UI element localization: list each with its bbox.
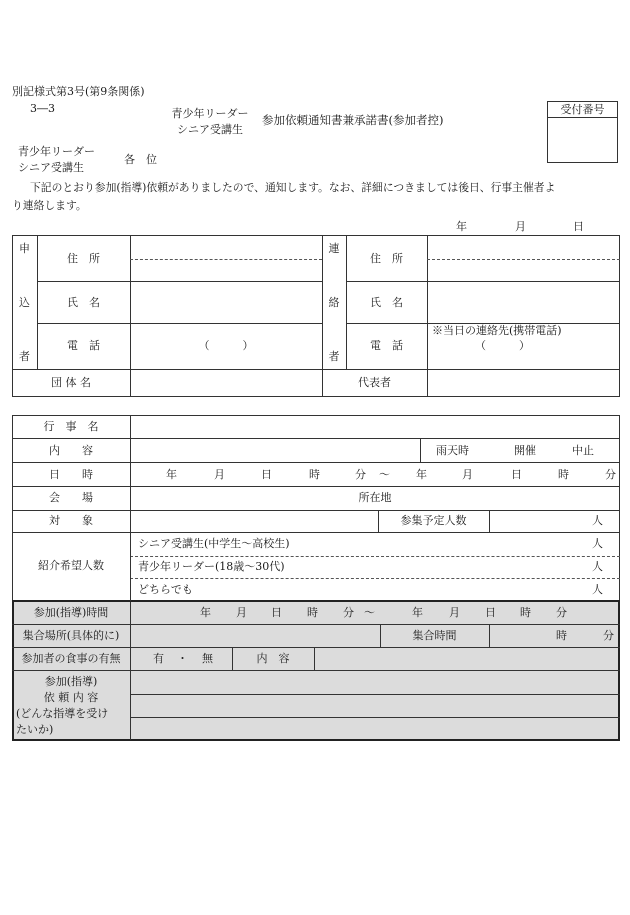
detail-label-4: たいか)	[16, 723, 54, 736]
applicant-side-2: 込	[19, 296, 30, 309]
meal-label: 参加者の食事の有無	[21, 652, 121, 665]
applicant-side-1: 申	[19, 242, 30, 255]
org-name-field[interactable]	[131, 370, 321, 396]
pt-day-2: 日	[485, 606, 496, 619]
rain-go-option[interactable]: 開催	[514, 444, 536, 457]
event-content-field[interactable]	[131, 439, 419, 462]
venue-field[interactable]	[131, 487, 619, 510]
meeting-time-min: 分	[603, 629, 614, 642]
dt-month-2: 月	[462, 468, 473, 481]
contact-phone-paren: （ ）	[475, 339, 530, 352]
target-label: 対 象	[49, 514, 93, 527]
option-youth: 青少年リーダー(18歳～30代)	[138, 560, 285, 573]
contact-side-2: 絡	[328, 296, 340, 309]
meeting-place-label: 集合場所(具体的に)	[22, 629, 120, 642]
meeting-time-label: 集合時間	[412, 629, 457, 642]
pt-hour-1: 時	[307, 606, 318, 619]
meal-no-option[interactable]: 無	[202, 652, 213, 665]
event-name-label: 行 事 名	[43, 420, 99, 433]
dt-year-1: 年	[166, 468, 177, 481]
rain-cancel-option[interactable]: 中止	[572, 444, 594, 457]
dt-hour-2: 時	[558, 468, 569, 481]
contact-address-field[interactable]	[428, 236, 619, 281]
org-name-label: 団 体 名	[51, 376, 91, 389]
pt-tilde: ～	[364, 606, 375, 619]
meal-separator: ・	[177, 652, 188, 665]
dt-tilde: ～	[379, 468, 390, 481]
pt-hour-2: 時	[520, 606, 531, 619]
target-field[interactable]	[131, 511, 377, 532]
pt-month-1: 月	[236, 606, 247, 619]
pt-min-2: 分	[556, 606, 567, 619]
detail-label-1: 参加(指導)	[44, 675, 98, 688]
pt-min-1: 分	[343, 606, 354, 619]
intro-line2: り連絡します。	[12, 199, 87, 212]
dt-year-2: 年	[416, 468, 427, 481]
venue-address-label: 所在地	[358, 491, 392, 504]
contact-side-3: 者	[328, 350, 340, 363]
pt-year-2: 年	[412, 606, 423, 619]
representative-field[interactable]	[428, 370, 619, 396]
applicant-name-field[interactable]	[131, 282, 321, 323]
option-either-unit: 人	[592, 583, 603, 596]
addressee-line2: シニア受講生	[177, 123, 243, 136]
form-sub: 3―3	[30, 102, 55, 115]
contact-name-label: 氏 名	[370, 296, 403, 309]
salutation-line2: シニア受講生	[18, 161, 84, 174]
pt-year-1: 年	[200, 606, 211, 619]
applicant-address-field[interactable]	[131, 236, 321, 281]
meal-content-label: 内 容	[256, 652, 290, 665]
addressee-line1: 青少年リーダー	[171, 107, 249, 120]
dt-day-2: 日	[511, 468, 522, 481]
meal-content-field[interactable]	[315, 648, 619, 670]
representative-label: 代表者	[358, 376, 391, 389]
pt-month-2: 月	[449, 606, 460, 619]
salutation-honorific: 各 位	[124, 153, 157, 166]
receipt-divider	[547, 117, 618, 118]
event-name-field[interactable]	[131, 416, 619, 438]
dt-month-1: 月	[214, 468, 225, 481]
contact-phone-field[interactable]	[428, 354, 619, 369]
receipt-number-label: 受付番号	[560, 103, 605, 116]
detail-label-2: 依 頼 内 容	[43, 691, 99, 704]
meal-yes-option[interactable]: 有	[153, 652, 164, 665]
contact-name-field[interactable]	[428, 282, 619, 323]
event-datetime-label: 日 時	[49, 468, 93, 481]
detail-label-3: (どんな指導を受け	[16, 707, 109, 720]
meeting-place-field[interactable]	[131, 625, 379, 647]
option-senior: シニア受講生(中学生～高校生)	[138, 537, 290, 550]
page-title: 参加依頼通知書兼承諾書(参加者控)	[262, 113, 444, 127]
contact-phone-note: ※当日の連絡先(携帯電話)	[432, 324, 562, 337]
dt-min-2: 分	[605, 468, 616, 481]
applicant-phone-label: 電 話	[67, 339, 100, 352]
contact-address-label: 住 所	[370, 252, 403, 265]
venue-label: 会 場	[49, 491, 93, 504]
option-youth-unit: 人	[592, 560, 603, 573]
expected-count-label: 参集予定人数	[400, 514, 467, 527]
intro-count-label: 紹介希望人数	[38, 559, 104, 572]
applicant-phone-field[interactable]	[131, 324, 321, 369]
option-either: どちらでも	[138, 583, 193, 596]
expected-count-unit: 人	[592, 514, 603, 527]
date-year: 年	[456, 220, 467, 233]
dt-min-1: 分	[355, 468, 366, 481]
request-detail-field[interactable]	[131, 671, 619, 739]
dt-hour-1: 時	[309, 468, 320, 481]
event-content-label: 内 容	[49, 444, 93, 457]
meeting-time-hour: 時	[556, 629, 567, 642]
applicant-side-3: 者	[19, 350, 30, 363]
form-id: 別記様式第3号(第9条関係)	[12, 85, 145, 98]
contact-side-1: 連	[328, 242, 340, 255]
intro-line1: 下記のとおり参加(指導)依頼がありましたので、通知します。なお、詳細につきましては後日、行事主催者よ	[30, 181, 556, 194]
date-month: 月	[515, 220, 526, 233]
applicant-phone-paren: （ ）	[198, 339, 254, 352]
dt-day-1: 日	[261, 468, 272, 481]
participation-time-label: 参加(指導)時間	[33, 606, 109, 619]
option-senior-unit: 人	[592, 537, 603, 550]
expected-count-field[interactable]	[490, 511, 588, 532]
contact-phone-label: 電 話	[370, 339, 403, 352]
rain-label: 雨天時	[436, 444, 469, 457]
applicant-name-label: 氏 名	[67, 296, 100, 309]
salutation-line1: 青少年リーダー	[18, 145, 95, 158]
date-day: 日	[573, 220, 584, 233]
pt-day-1: 日	[271, 606, 282, 619]
applicant-address-label: 住 所	[67, 252, 100, 265]
